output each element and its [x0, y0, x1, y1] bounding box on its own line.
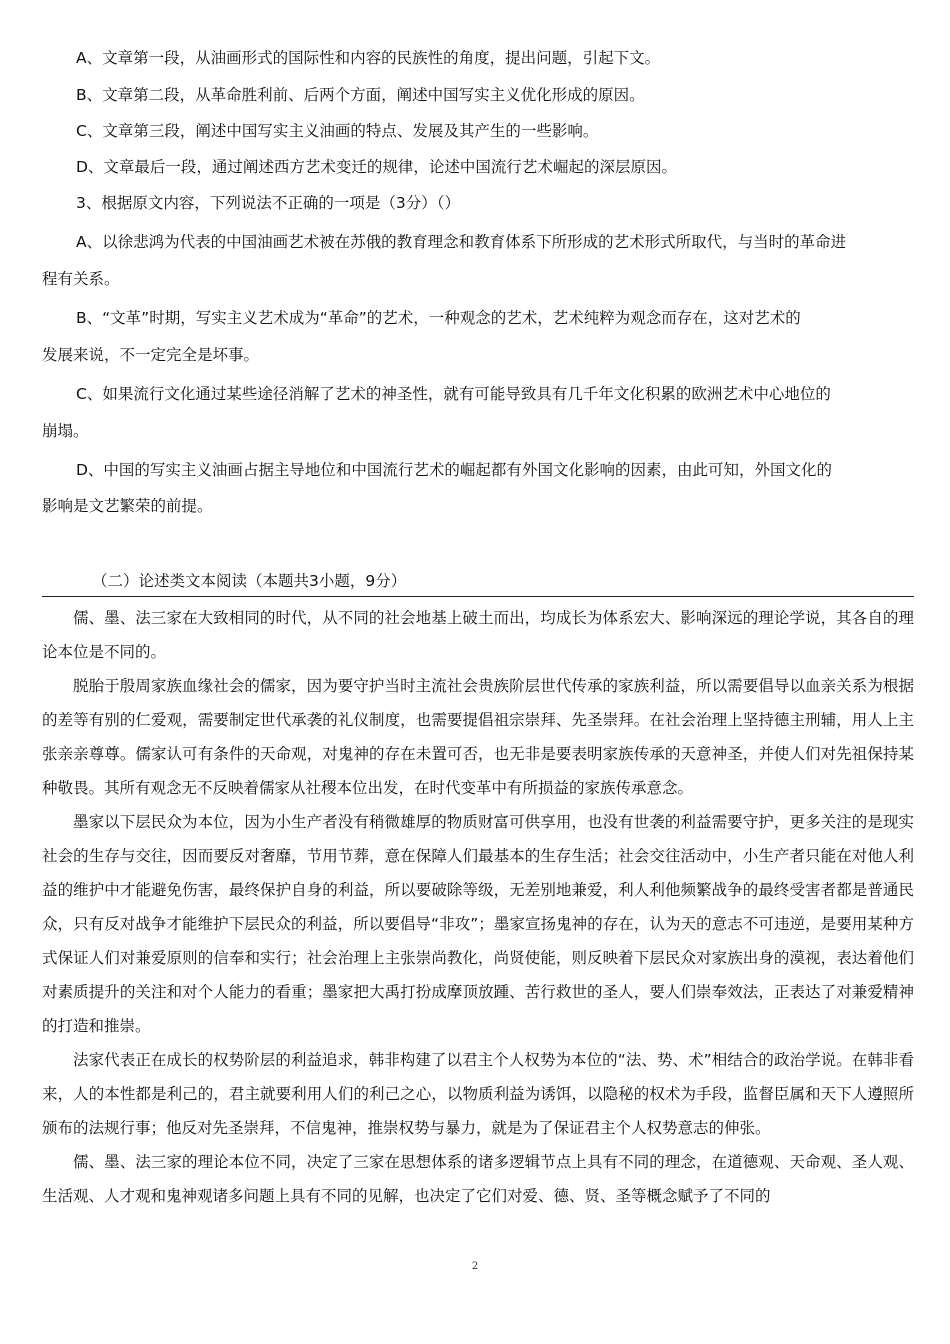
question-3-stem: 3、根据原文内容，下列说法不正确的一项是（3分）（）	[76, 194, 460, 212]
option-2a: A、文章第一段，从油画形式的国际性和内容的民族性的角度，提出问题，引起下文。	[76, 49, 661, 67]
option-3c-line1: C、如果流行文化通过某些途径消解了艺术的神圣性，就有可能导致具有几千年文化积累的欧洲艺术中心地位的	[76, 385, 831, 403]
option-3b-line2: 发展来说，不一定完全是坏事。	[42, 346, 260, 364]
option-3d-line2: 影响是文艺繁荣的前提。	[42, 497, 213, 515]
option-2c: C、文章第三段，阐述中国写实主义油画的特点、发展及其产生的一些影响。	[76, 122, 599, 140]
option-2b: B、文章第二段，从革命胜利前、后两个方面，阐述中国写实主义优化形成的原因。	[76, 86, 645, 104]
option-3b-line1: B、“文革”时期，写实主义艺术成为“革命”的艺术，一种观念的艺术，艺术纯粹为观念而存在，这对艺术的	[76, 309, 801, 327]
section-heading: （二）论述类文本阅读（本题共3小题，9分）	[92, 572, 407, 590]
paragraph-4: 法家代表正在成长的权势阶层的利益追求，韩非构建了以君主个人权势为本位的“法、势、术”相结合的政治学说。在韩非看来，人的本性都是利己的，君主就要利用人们的利己之心，以物质利益为诱饵，以隐秘的权术为手段，监督臣属和天下人遵照所颁布的法规行事；他反对先圣崇拜，不信鬼神，推崇权势与暴力，就是为了保证君主个人权势意志的伸张。	[42, 1051, 914, 1137]
option-2d: D、文章最后一段，通过阐述西方艺术变迁的规律，论述中国流行艺术崛起的深层原因。	[76, 158, 677, 176]
option-3a-line1: A、以徐悲鸿为代表的中国油画艺术被在苏俄的教育理念和教育体系下所形成的艺术形式所取代，与当时的革命进	[76, 233, 847, 251]
paragraph-2: 脱胎于殷周家族血缘社会的儒家，因为要守护当时主流社会贵族阶层世代传承的家族利益，所以需要倡导以血亲关系为根据的差等有别的仁爱观，需要制定世代承袭的礼仪制度，也需要提倡祖宗崇拜、先圣崇拜。在社会治理上坚持德主刑辅，用人上主张亲亲尊尊。儒家认可有条件的天命观，对鬼神的存在未置可否，也无非是要表明家族传承的天意神圣，并使人们对先祖保持某种敬畏。其所有观念无不反映着儒家从社稷本位出发，在时代变革中有所损益的家族传承意念。	[42, 677, 914, 797]
page-number: 2	[471, 1261, 479, 1272]
option-3a-line2: 程有关系。	[42, 270, 120, 288]
option-3d-line1: D、中国的写实主义油画占据主导地位和中国流行艺术的崛起都有外国文化影响的因素，由此可知，外国文化的	[76, 461, 832, 479]
paragraph-3: 墨家以下层民众为本位，因为小生产者没有稍微雄厚的物质财富可供享用，也没有世袭的利益需要守护，更多关注的是现实社会的生存与交往，因而要反对奢靡，节用节葬，意在保障人们最基本的生存生活；社会交往活动中，小生产者只能在对他人利益的维护中才能避免伤害，最终保护自身的利益，所以要破除等级，无差别地兼爱，利人利他频繁战争的最终受害者都是普通民众，只有反对战争才能维护下层民众的利益，所以要倡导“非攻”；墨家宣扬鬼神的存在，认为天的意志不可违逆，是要用某种方式保证人们对兼爱原则的信奉和实行；社会治理上主张崇尚教化，尚贤使能，则反映着下层民众对家族出身的漠视，表达着他们对素质提升的关注和对个人能力的看重；墨家把大禹打扮成摩顶放踵、苦行救世的圣人，要人们崇奉效法，正表达了对兼爱精神的打造和推崇。	[42, 813, 914, 1035]
section-divider	[42, 596, 914, 597]
paragraph-5: 儒、墨、法三家的理论本位不同，决定了三家在思想体系的诸多逻辑节点上具有不同的理念，在道德观、天命观、圣人观、生活观、人才观和鬼神观诸多问题上具有不同的见解，也决定了它们对爱、德、贤、圣等概念赋予了不同的	[42, 1153, 914, 1205]
paragraph-1: 儒、墨、法三家在大致相同的时代，从不同的社会地基上破土而出，均成长为体系宏大、影响深远的理论学说，其各自的理论本位是不同的。	[42, 609, 914, 661]
option-3c-line2: 崩塌。	[42, 422, 89, 440]
